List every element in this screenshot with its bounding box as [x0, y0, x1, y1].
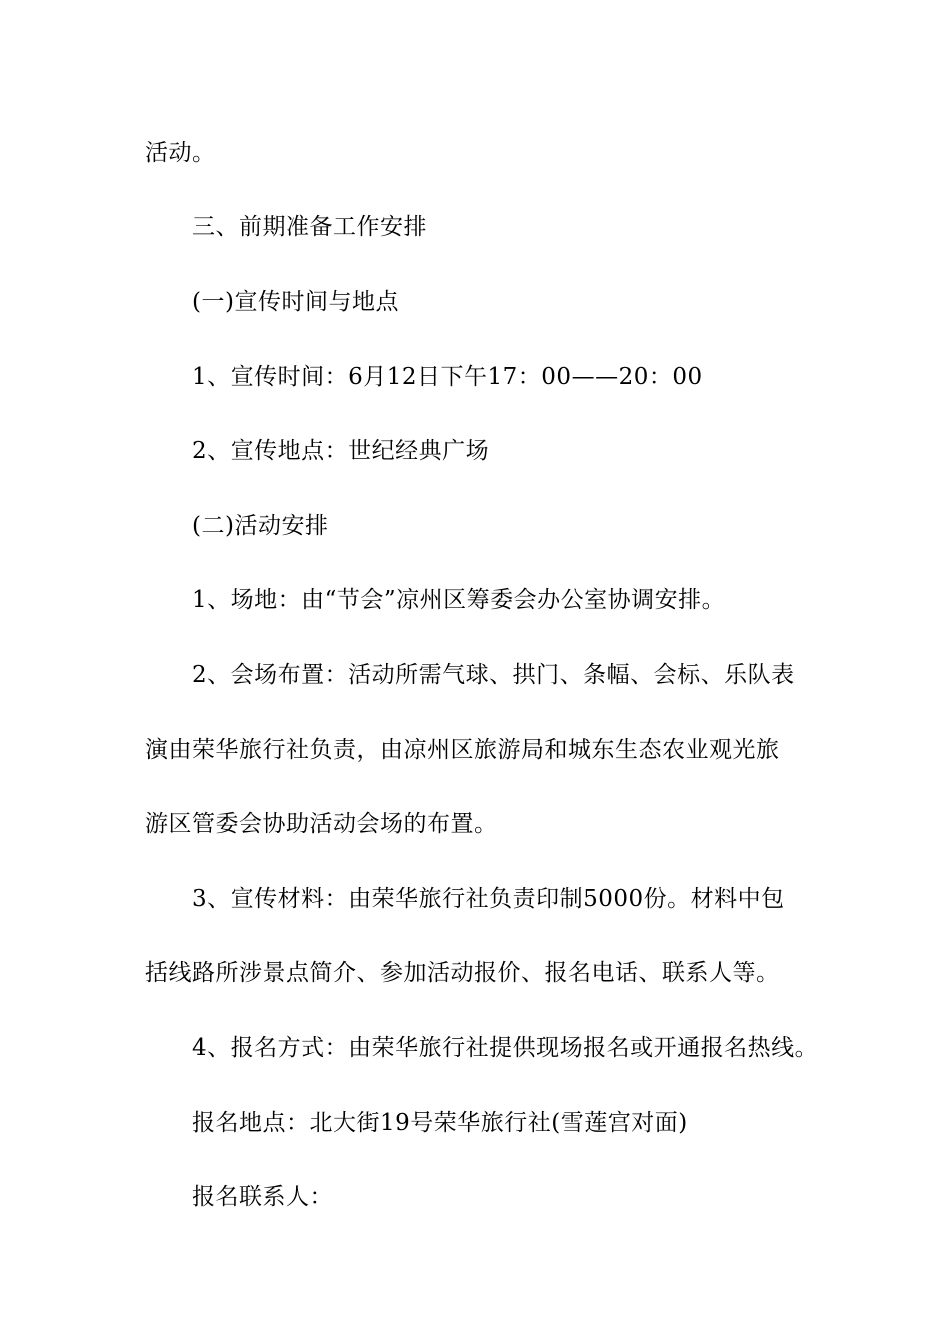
paragraph-line: 演由荣华旅行社负责，由凉州区旅游局和城东生态农业观光旅: [145, 737, 780, 763]
list-item: 1、场地：由“节会”凉州区筹委会办公室协调安排。: [192, 587, 726, 613]
list-item: 4、报名方式：由荣华旅行社提供现场报名或开通报名热线。: [192, 1035, 819, 1061]
paragraph-line: 游区管委会协助活动会场的布置。: [145, 811, 498, 837]
list-item: 2、宣传地点：世纪经典广场: [192, 438, 490, 464]
registration-contact: 报名联系人：: [192, 1184, 333, 1210]
subsection-heading: (二)活动安排: [192, 513, 329, 539]
list-item: 3、宣传材料：由荣华旅行社负责印制5000份。材料中包: [192, 886, 785, 912]
subsection-heading: (一)宣传时间与地点: [192, 289, 399, 315]
list-item: 2、会场布置：活动所需气球、拱门、条幅、会标、乐队表: [192, 662, 795, 688]
registration-address: 报名地点：北大街19号荣华旅行社(雪莲宫对面): [192, 1110, 688, 1136]
list-item: 1、宣传时间：6月12日下午17：00——20：00: [192, 364, 703, 390]
section-heading: 三、前期准备工作安排: [192, 214, 427, 240]
paragraph-line: 括线路所涉景点简介、参加活动报价、报名电话、联系人等。: [145, 960, 780, 986]
paragraph-continuation: 活动。: [145, 140, 216, 166]
